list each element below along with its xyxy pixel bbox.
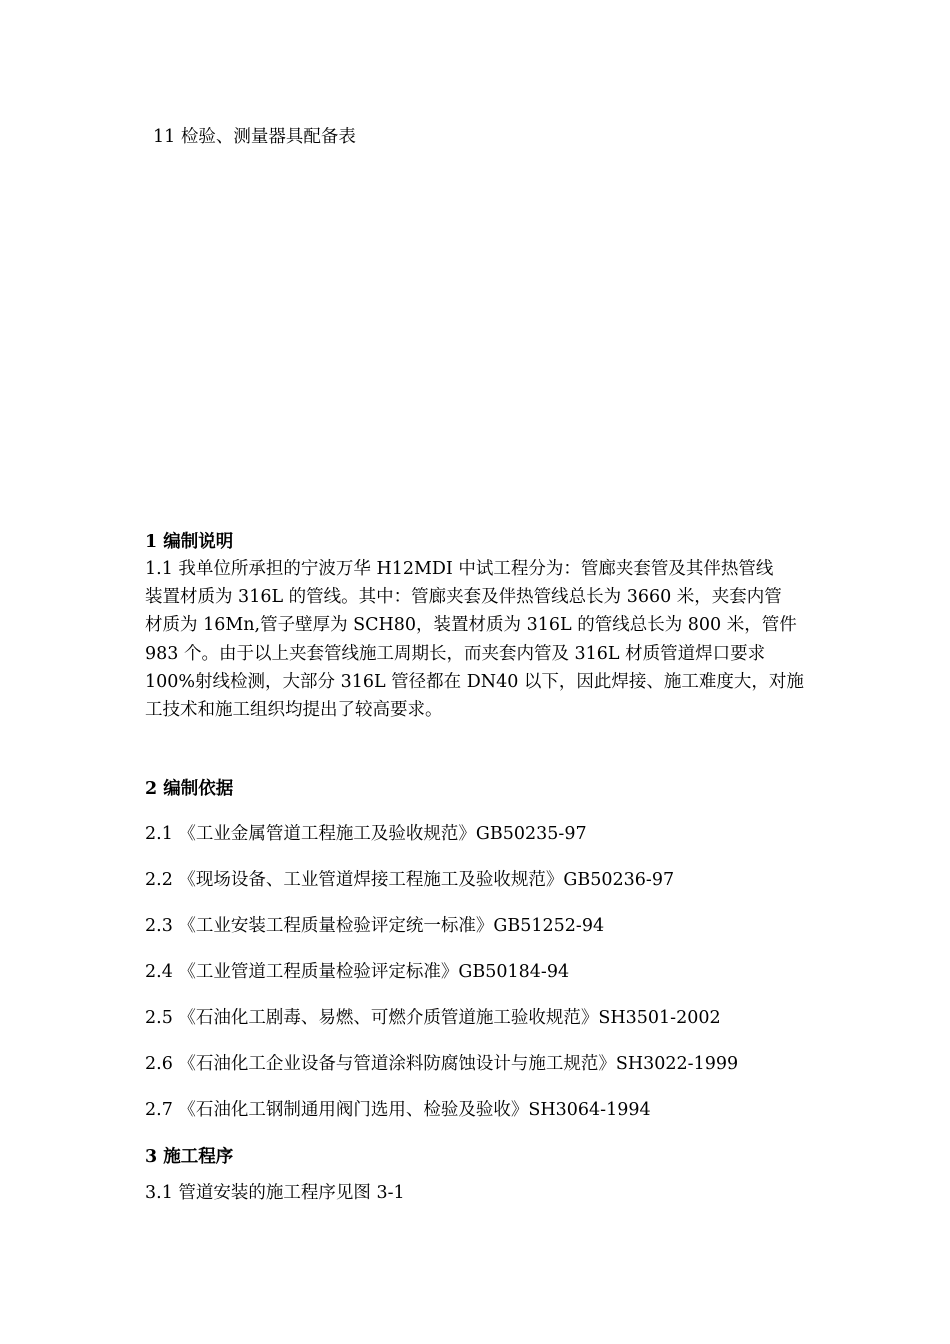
section-2-heading: 2 编制依据 [145, 779, 234, 799]
paragraph-line: 工技术和施工组织均提出了较高要求。 [145, 700, 443, 721]
paragraph-line: 983 个。由于以上夹套管线施工周期长，而夹套内管及 316L 材质管道焊口要求 [145, 643, 766, 664]
paragraph-line: 材质为 16Mn,管子壁厚为 SCH80，装置材质为 316L 的管线总长为 800 米，管件 [145, 615, 797, 636]
reference-item: 2.2 《现场设备、工业管道焊接工程施工及验收规范》GB50236-97 [145, 870, 675, 890]
section-3-heading: 3 施工程序 [145, 1147, 234, 1167]
reference-item: 2.4 《工业管道工程质量检验评定标准》GB50184-94 [145, 962, 570, 982]
paragraph-line: 装置材质为 316L 的管线。其中：管廊夹套及伴热管线总长为 3660 米，夹套内管 [145, 587, 782, 608]
paragraph-line: 100%射线检测，大部分 316L 管径都在 DN40 以下，因此焊接、施工难度大，对施 [145, 671, 804, 692]
reference-item: 2.1 《工业金属管道工程施工及验收规范》GB50235-97 [145, 824, 587, 844]
section-3-item: 3.1 管道安装的施工程序见图 3-1 [145, 1183, 405, 1203]
section-1-heading: 1 编制说明 [145, 532, 234, 552]
reference-item: 2.3 《工业安装工程质量检验评定统一标准》GB51252-94 [145, 916, 605, 936]
section-1-paragraph [145, 555, 807, 724]
reference-item: 2.5 《石油化工剧毒、易燃、可燃介质管道施工验收规范》SH3501-2002 [145, 1008, 721, 1028]
reference-item: 2.7 《石油化工钢制通用阀门选用、检验及验收》SH3064-1994 [145, 1100, 651, 1120]
toc-item-11: 11 检验、测量器具配备表 [153, 127, 356, 147]
reference-item: 2.6 《石油化工企业设备与管道涂料防腐蚀设计与施工规范》SH3022-1999 [145, 1054, 739, 1074]
paragraph-line: 1.1 我单位所承担的宁波万华 H12MDI 中试工程分为：管廊夹套管及其伴热管线 [145, 559, 774, 579]
